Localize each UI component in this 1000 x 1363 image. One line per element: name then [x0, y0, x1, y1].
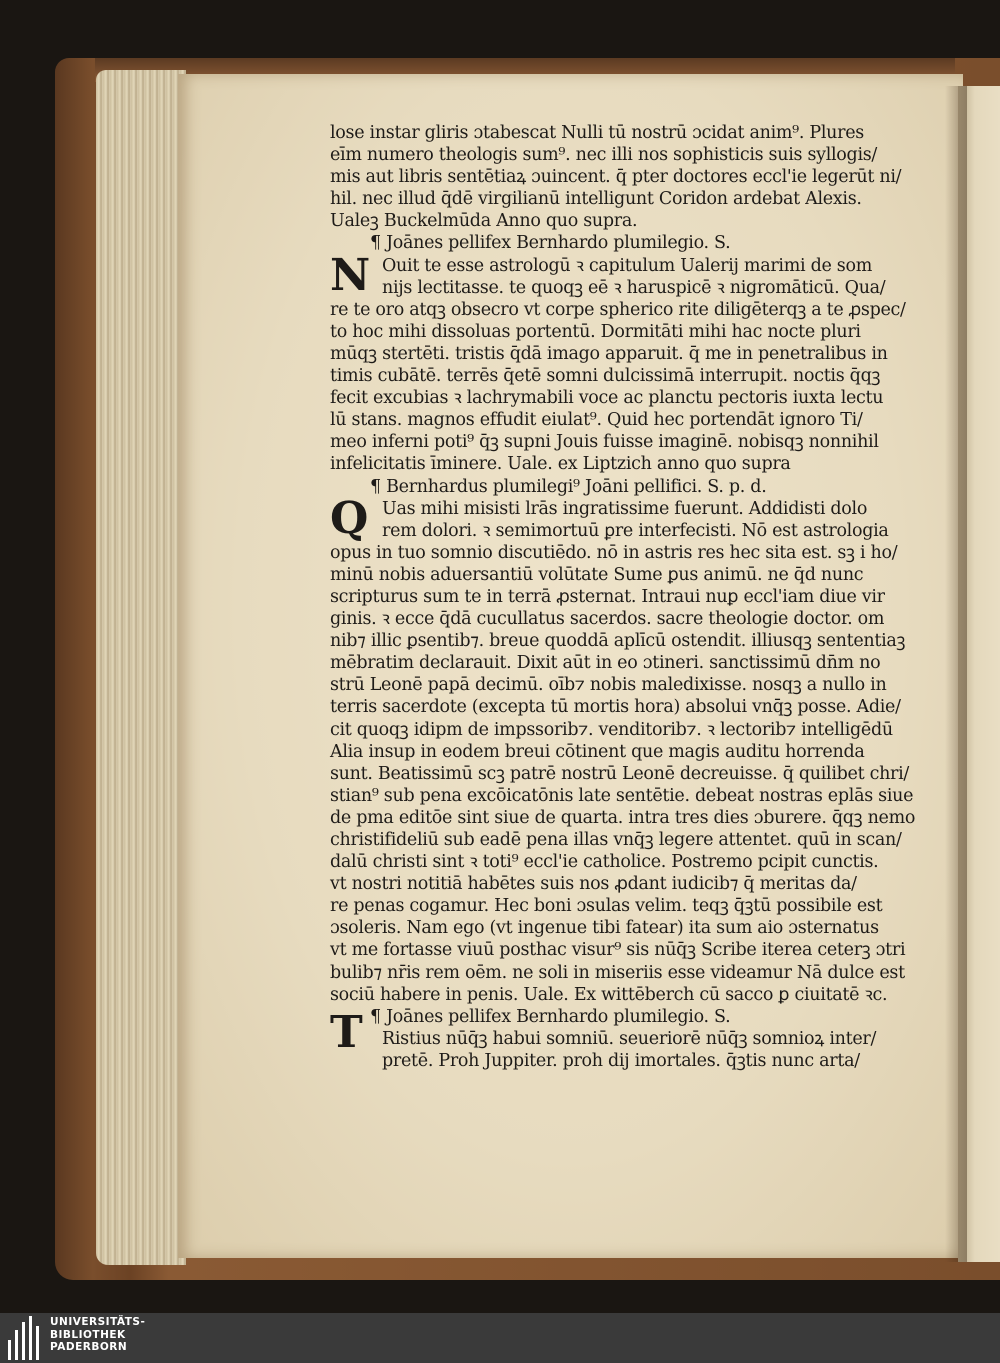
text-line: mis aut libris sentētiaꝝ ɔuincent. q̄ pter doctores eccl'ie legerūt ni/	[330, 167, 902, 188]
text-line: minū nobis aduersantiū volūtate Sume ꝑus animū. ne q̄d nunc	[330, 564, 864, 585]
text-line: opus in tuo somnio discutiēdo. nō in astris res hec sita est. sꝫ i ho/	[330, 542, 898, 563]
text-line: Ristius nūq̄ꝫ habui somniū. seueriorē nūq̄ꝫ somnioꝝ inter/	[382, 1028, 877, 1049]
library-name-line: UNIVERSITÄTS-	[50, 1316, 146, 1328]
text-line: strū Leonē papā decimū. oīb⁊ nobis maledixisse. nosqꝫ a nullo in	[330, 675, 887, 696]
text-line: de pma editōe sint siue de quarta. intra tres dies ɔburere. q̄qꝫ nemo	[330, 807, 916, 828]
text-line: to hoc mihi dissoluas portentū. Dormitāti mihi hac nocte pluri	[330, 321, 861, 342]
text-line: lū stans. magnos effudit eiulat⁹. Quid hec portendāt ignoro Ti/	[330, 410, 863, 431]
text-line: Alia insup in eodem breui cōtinent que magis auditu horrenda	[330, 741, 865, 762]
library-name-line: PADERBORN	[50, 1341, 128, 1353]
text-line: mūqꝫ stertēti. tristis q̄dā imago apparuit. q̄ me in penetralibus in	[330, 343, 888, 364]
text-line: eīm numero theologis sum⁹. nec illi nos sophisticis suis syllogis/	[330, 145, 878, 166]
text-line: infelicitatis īminere. Uale. ex Liptzich anno quo supra	[330, 454, 791, 475]
text-line: lose instar gliris ɔtabescat Nulli tū nostrū ɔcidat anim⁹. Plures	[330, 123, 864, 143]
text-line: Ualeꝫ Buckelmūda Anno quo supra.	[330, 211, 638, 232]
text-line: pretē. Proh Juppiter. proh dij imortales. q̄ꝫtis nunc arta/	[382, 1050, 860, 1071]
text-line: cit quoqꝫ idipm de impssorib⁊. venditorib⁊. ꝛ lectorib⁊ intelligēdū	[330, 719, 893, 740]
text-line: ginis. ꝛ ecce q̄dā cucullatus sacerdos. sacre theologie doctor. om	[330, 609, 885, 630]
text-line: mēbratim declarauit. Dixit aūt in eo ɔtineri. sanctissimū dn̄m no	[330, 653, 881, 674]
library-name	[50, 1316, 145, 1354]
text-line: nib⁊ illic ꝑsentib⁊. breue quoddā aplīcū ostendit. illiusqꝫ sententiaꝫ	[330, 631, 906, 652]
text-line: re penas cogamur. Hec boni ɔsulas velim. teqꝫ q̄ꝫtū possibile est	[330, 896, 883, 917]
gutter-shadow	[945, 86, 967, 1262]
text-line: vt me fortasse viuū posthac visur⁹ sis nūq̄ꝫ Scribe iterea ceterꝫ ɔtri	[330, 940, 906, 961]
text-line: re te oro atqꝫ obsecro vt corpe spherico rite diligēterqꝫ a te ꝓspec/	[330, 299, 906, 320]
text-line: scripturus sum te in terrā ꝓsternat. Intraui nuꝑ eccl'iam diue vir	[330, 586, 885, 607]
text-line: Ouit te esse astrologū ꝛ capitulum Ualerij marimi de som	[382, 255, 872, 276]
text-line: nijs lectitasse. te quoqꝫ eē ꝛ haruspicē ꝛ nigromāticū. Qua/	[382, 277, 886, 298]
library-logo-icon	[6, 1316, 42, 1360]
text-line: stian⁹ sub pena excōicatōnis late sentētie. debeat nostras eplās siue	[330, 785, 914, 806]
text-line: meo inferni poti⁹ q̄ꝫ supni Jouis fuisse imaginē. nobisqꝫ nonnihil	[330, 432, 879, 453]
library-footer	[0, 1313, 1000, 1363]
text-line: sociū habere in penis. Uale. Ex wittēberch cū sacco ꝑ ciuitatē ꝛc.	[330, 984, 888, 1005]
text-line: vt nostri notitiā habētes suis nos ꝓdant iudicib⁊ q̄ meritas da/	[330, 874, 857, 895]
text-block	[330, 122, 916, 1072]
page-edges	[96, 70, 186, 1265]
text-line: bulib⁊ nr̄is rem oēm. ne soli in miseriis esse videamur Nā dulce est	[330, 962, 905, 983]
drop-cap-n: N	[330, 250, 371, 301]
text-line: sunt. Beatissimū scꝫ patrē nostrū Leonē decreuisse. q̄ quilibet chri/	[330, 763, 910, 784]
drop-cap-t: T	[330, 1007, 363, 1058]
library-name-line: BIBLIOTHEK	[50, 1328, 126, 1341]
letter-heading: ¶ Joānes pellifex Bernhardo plumilegio. S.	[370, 233, 731, 254]
text-line: fecit excubias ꝛ lachrymabili voce ac planctu pectoris iuxta lectu	[330, 388, 884, 409]
text-line: terris sacerdote (excepta tū mortis hora) absolui vnq̄ꝫ posse. Adie/	[330, 697, 901, 718]
letter-heading: ¶ Bernhardus plumilegi⁹ Joāni pellifici. S. p. d.	[370, 476, 767, 497]
drop-cap-q: Q	[330, 493, 369, 544]
text-line: timis cubātē. terrēs q̄etē somni dulcissimā interrupit. noctis q̄qꝫ	[330, 366, 881, 387]
text-line: dalū christi sint ꝛ toti⁹ eccl'ie catholice. Postremo pcipit cunctis.	[330, 852, 879, 873]
letter-heading: ¶ Joānes pellifex Bernhardo plumilegio. S.	[370, 1006, 731, 1027]
text-line: ɔsoleris. Nam ego (vt ingenue tibi fatear) ita sum aio ɔsternatus	[330, 918, 879, 939]
text-line: hil. nec illud q̄dē virgilianū intelligunt Coridon ardebat Alexis.	[330, 189, 862, 210]
text-line: christifideliū sub eadē pena illas vnq̄ꝫ legere attentet. quū in scan/	[330, 830, 902, 850]
text-line: rem dolori. ꝛ semimortuū ꝑre interfecisti. Nō est astrologia	[382, 520, 889, 541]
text-line: Uas mihi misisti lrās ingratissime fuerunt. Addidisti dolo	[382, 498, 868, 519]
